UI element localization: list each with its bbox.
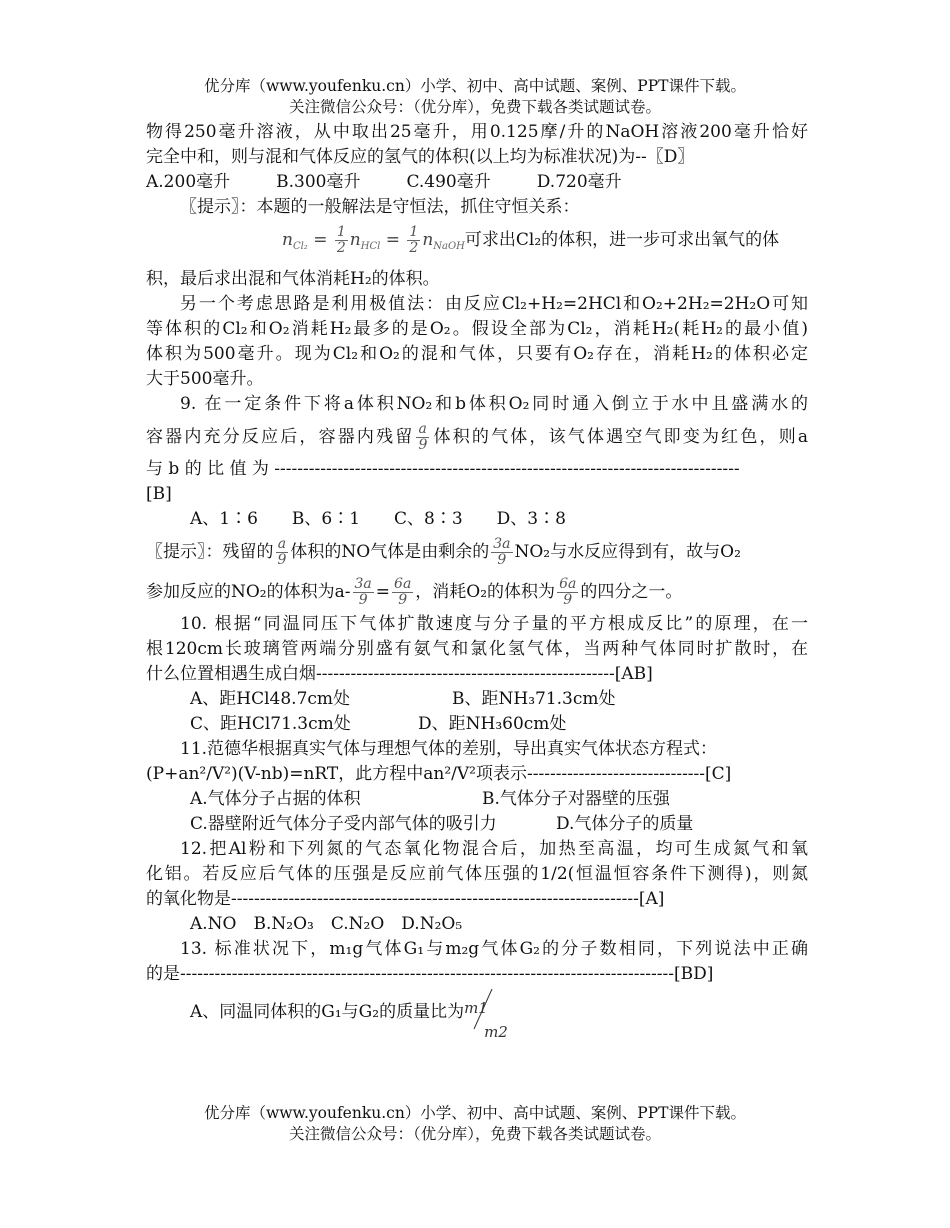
q9-hint-2a: 参加反应的NO₂的体积为a- (146, 582, 351, 602)
q10-option-b: B、距NH₃71.3cm处 (452, 689, 616, 709)
footer-line-1: 优分库（www.youfenku.cn）小学、初中、高中试题、案例、PPT课件下载。 (203, 1104, 747, 1122)
q9-text-line-3: 与 b 的 比 值 为 --------------------------------------------------------------------------------- (146, 459, 740, 479)
q13-option-a-text: A、同温同体积的G₁与G₂的质量比为 (190, 1002, 465, 1022)
fraction-m1-over-m2 (464, 987, 508, 1041)
q8-hint-line-4: 另一个考虑思路是利用极值法：由反应Cl₂+H₂=2HCl和O₂+2H₂=2H₂O可知 (180, 294, 808, 314)
q9-hint-1c: NO₂与水反应得到有，故与O₂ (514, 542, 741, 562)
formula-half-2: $\frac{1}{2}$ (409, 224, 419, 256)
document-body (146, 120, 809, 1041)
q10-text-line-1: 10. 根据“同温同压下气体扩散速度与分子量的平方根成反比”的原理，在一 (180, 614, 808, 634)
q12-text-line-3: 的氧化物是-----------------------------------------------------------------------[A] (146, 889, 665, 909)
formula-n-naoh: $n_{NaOH}$ (422, 230, 465, 252)
q10-text-line-3: 什么位置相遇生成白烟----------------------------------------------------[AB] (146, 664, 653, 684)
q9-hint-line-2 (146, 572, 808, 612)
q8-hint-line-7: 大于500毫升。 (146, 369, 264, 389)
fraction-m2: m2 (484, 1023, 508, 1041)
fraction-a-over-9: $\frac{a}{9}$ (418, 421, 428, 453)
q12-text-line-2: 化铝。若反应后气体的压强是反应前气体压强的1/2(恒温恒容条件下测得)，则氮 (146, 864, 808, 884)
q9-text-line-2 (146, 417, 808, 457)
q9-answer: [B] (146, 484, 172, 504)
q11-text-line-1: 11.范德华根据真实气体与理想气体的差别，导出真实气体状态方程式： (180, 739, 718, 759)
q10-options-row-2 (146, 712, 808, 737)
q13-text-line-2: 的是--------------------------------------------------------------------------------------[BD] (146, 964, 714, 984)
q9-hint-1a: 〖提示〗：残留的 (146, 542, 274, 562)
q9-hint-1b: 体积的NO气体是由剩余的 (290, 542, 490, 562)
q8-hint-line-1: 〖提示〗：本题的一般解法是守恒法，抓住守恒关系： (180, 197, 580, 217)
q8-text-line-2: 完全中和，则与混和气体反应的氢气的体积(以上均为标准状况)为--〖D〗 (146, 147, 695, 167)
fraction-3a-over-9: $\frac{3a}{9}$ (493, 536, 511, 568)
page-header (0, 76, 950, 118)
q8-option-c: C.490毫升 (406, 172, 491, 192)
formula-equals-2: = (385, 230, 400, 250)
q10-options-row-1 (146, 687, 808, 712)
q11-text-line-2: (P+an²/V²)(V-nb)=nRT，此方程中an²/V²项表示-------------------------------[C] (146, 764, 732, 784)
q9-text-line-2b: 体积的气体，该气体遇空气即变为红色，则a (431, 427, 809, 447)
q12-text-line-1: 12.把Al粉和下列氮的气态氧化物混合后，加热至高温，均可生成氮气和氧 (180, 839, 808, 859)
header-line-2: 关注微信公众号：（优分库），免费下载各类试题试卷。 (288, 98, 661, 116)
fraction-a-over-9-hint: $\frac{a}{9}$ (277, 536, 287, 568)
q8-hint-line-2: 可求出Cl₂的体积，进一步可求出氧气的体 (464, 230, 780, 250)
formula-n-hcl: $n_{HCl}$ (349, 230, 381, 252)
q11-options-row-2 (146, 812, 808, 837)
fraction-3a-over-9-b: $\frac{3a}{9}$ (354, 576, 372, 608)
q10-text-line-2: 根120cm长玻璃管两端分别盛有氨气和氯化氢气体，当两种气体同时扩散时，在 (146, 639, 808, 659)
q9-hint-2d: 的四分之一。 (580, 582, 683, 602)
fraction-6a-over-9: $\frac{6a}{9}$ (394, 576, 412, 608)
q11-option-b: B.气体分子对器壁的压强 (482, 789, 670, 809)
page-footer (0, 1103, 950, 1145)
q12-options: A.NO B.N₂O₃ C.N₂O D.N₂O₅ (190, 914, 463, 934)
fraction-m1: m1 (464, 999, 488, 1017)
formula-n-cl2: $n_{Cl_2}$ (282, 230, 308, 252)
q8-options (146, 170, 808, 195)
q11-option-c: C.器壁附近气体分子受内部气体的吸引力 (190, 814, 497, 834)
q10-option-d: D、距NH₃60cm处 (418, 714, 567, 734)
q9-options: A、1∶6 B、6∶1 C、8∶3 D、3∶8 (190, 509, 566, 529)
q8-hint-line-6: 体积为500毫升。现为Cl₂和O₂的混和气体，只要有O₂存在，消耗H₂的体积必定 (146, 344, 808, 364)
q13-option-a (146, 987, 808, 1041)
q8-option-b: B.300毫升 (276, 172, 361, 192)
q11-option-d: D.气体分子的质量 (556, 814, 694, 834)
q8-option-a: A.200毫升 (146, 172, 231, 192)
formula-equals-1: = (313, 230, 328, 250)
q9-text-line-2a: 容器内充分反应后，容器内残留 (146, 427, 415, 447)
q8-hint-line-3: 积，最后求出混和气体消耗H₂的体积。 (146, 269, 440, 289)
q9-hint-2b: = (375, 582, 391, 602)
header-line-1: 优分库（www.youfenku.cn）小学、初中、高中试题、案例、PPT课件下载。 (203, 77, 747, 95)
q9-text-line-1: 9. 在一定条件下将a体积NO₂和b体积O₂同时通入倒立于水中且盛满水的 (180, 394, 808, 414)
q11-option-a: A.气体分子占据的体积 (190, 789, 361, 809)
q8-hint-formula-line (146, 220, 808, 267)
footer-line-2: 关注微信公众号：（优分库），免费下载各类试题试卷。 (288, 1125, 661, 1143)
q8-option-d: D.720毫升 (536, 172, 622, 192)
q13-text-line-1: 13. 标准状况下，m₁g气体G₁与m₂g气体G₂的分子数相同，下列说法中正确 (180, 939, 808, 959)
q8-hint-line-5: 等体积的Cl₂和O₂消耗H₂最多的是O₂。假设全部为Cl₂，消耗H₂(耗H₂的最小值) (146, 319, 808, 339)
q9-hint-line-1 (146, 532, 808, 572)
q10-option-c: C、距HCl71.3cm处 (190, 714, 351, 734)
formula-half-1: $\frac{1}{2}$ (336, 224, 346, 256)
fraction-6a-over-9-b: $\frac{6a}{9}$ (559, 576, 577, 608)
q8-text-line-1: 物得250毫升溶液，从中取出25毫升，用0.125摩/升的NaOH溶液200毫升恰好 (146, 122, 808, 142)
q11-options-row-1 (146, 787, 808, 812)
q10-option-a: A、距HCl48.7cm处 (190, 689, 351, 709)
q9-hint-2c: ，消耗O₂的体积为 (415, 582, 556, 602)
